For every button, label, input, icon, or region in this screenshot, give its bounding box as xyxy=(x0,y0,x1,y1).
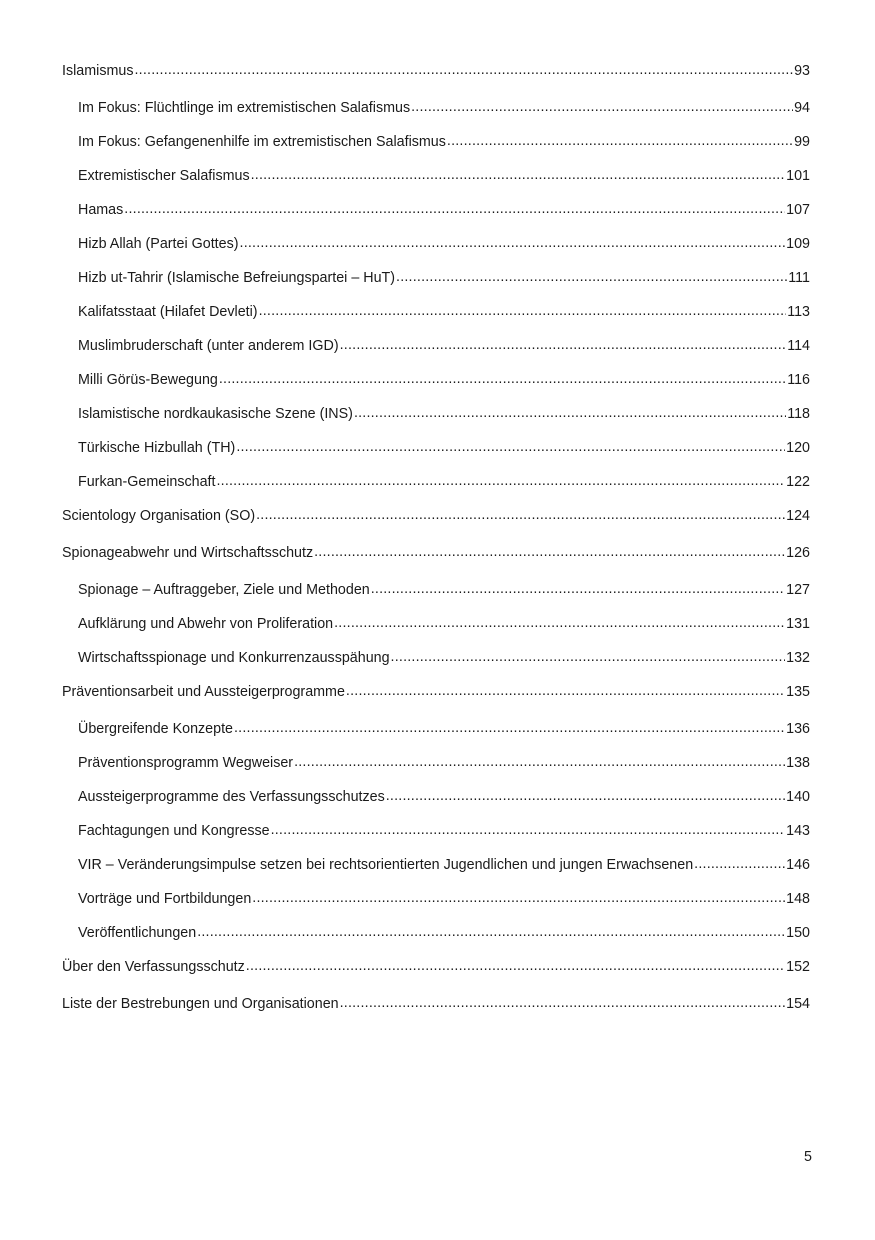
toc-entry-page-number: 120 xyxy=(786,440,810,456)
toc-dot-leader xyxy=(240,234,786,252)
toc-entry-page-number: 101 xyxy=(786,168,810,184)
toc-entry-page-number: 116 xyxy=(787,372,810,388)
toc-dot-leader xyxy=(340,336,787,354)
toc-entry-title: Präventionsprogramm Wegweiser xyxy=(78,755,294,771)
toc-subsection-entry[interactable] xyxy=(62,337,810,355)
toc-subsection-entry[interactable] xyxy=(62,99,810,117)
toc-dot-leader xyxy=(236,438,785,456)
toc-entry-page-number: 93 xyxy=(794,63,810,79)
toc-subsection-entry[interactable] xyxy=(62,133,810,151)
toc-entry-title: Wirtschaftsspionage und Konkurrenzausspähung xyxy=(78,650,390,666)
toc-dot-leader xyxy=(219,370,786,388)
toc-dot-leader xyxy=(371,580,785,598)
toc-dot-leader xyxy=(340,994,786,1012)
toc-subsection-entry[interactable] xyxy=(62,924,810,942)
toc-subsection-entry[interactable] xyxy=(62,649,810,667)
toc-dot-leader xyxy=(314,543,785,561)
toc-entry-title: Spionage – Auftraggeber, Ziele und Methoden xyxy=(78,582,370,598)
toc-dot-leader xyxy=(334,614,785,632)
toc-dot-leader xyxy=(234,719,785,737)
toc-entry-title: Veröffentlichungen xyxy=(78,925,197,941)
toc-subsection-entry[interactable] xyxy=(62,303,810,321)
toc-dot-leader xyxy=(411,98,793,116)
toc-entry-title: Präventionsarbeit und Aussteigerprogramme xyxy=(62,684,345,700)
toc-entry-page-number: 152 xyxy=(786,959,810,975)
toc-section-entry[interactable] xyxy=(62,683,810,701)
toc-dot-leader xyxy=(391,648,786,666)
toc-dot-leader xyxy=(447,132,793,150)
toc-entry-title: Muslimbruderschaft (unter anderem IGD) xyxy=(78,338,339,354)
toc-subsection-entry[interactable] xyxy=(62,720,810,738)
toc-dot-leader xyxy=(135,61,794,79)
toc-entry-page-number: 132 xyxy=(786,650,810,666)
toc-dot-leader xyxy=(251,166,786,184)
toc-entry-title: Hizb Allah (Partei Gottes) xyxy=(78,236,239,252)
toc-dot-leader xyxy=(346,682,785,700)
toc-dot-leader xyxy=(197,923,785,941)
toc-entry-page-number: 94 xyxy=(794,100,810,116)
toc-dot-leader xyxy=(271,821,786,839)
toc-entry-page-number: 140 xyxy=(786,789,810,805)
toc-subsection-entry[interactable] xyxy=(62,201,810,219)
toc-entry-page-number: 114 xyxy=(787,338,810,354)
toc-dot-leader xyxy=(294,753,785,771)
toc-entry-page-number: 107 xyxy=(786,202,810,218)
toc-entry-title: Hamas xyxy=(78,202,124,218)
toc-entry-title: Übergreifende Konzepte xyxy=(78,721,233,737)
toc-subsection-entry[interactable] xyxy=(62,269,810,287)
toc-entry-page-number: 138 xyxy=(786,755,810,771)
toc-dot-leader xyxy=(396,268,787,286)
toc-entry-title: Furkan-Gemeinschaft xyxy=(78,474,216,490)
toc-dot-leader xyxy=(256,506,785,524)
toc-dot-leader xyxy=(259,302,787,320)
toc-entry-title: Liste der Bestrebungen und Organisationen xyxy=(62,996,339,1012)
toc-subsection-entry[interactable] xyxy=(62,822,810,840)
toc-entry-page-number: 150 xyxy=(786,925,810,941)
toc-subsection-entry[interactable] xyxy=(62,754,810,772)
toc-subsection-entry[interactable] xyxy=(62,371,810,389)
toc-dot-leader xyxy=(216,472,785,490)
toc-entry-page-number: 154 xyxy=(786,996,810,1012)
toc-section-entry[interactable] xyxy=(62,544,810,562)
toc-subsection-entry[interactable] xyxy=(62,615,810,633)
toc-subsection-entry[interactable] xyxy=(62,581,810,599)
toc-dot-leader xyxy=(252,889,785,907)
toc-entry-page-number: 127 xyxy=(786,582,810,598)
toc-entry-page-number: 118 xyxy=(787,406,810,422)
toc-entry-page-number: 113 xyxy=(787,304,810,320)
toc-entry-title: Hizb ut-Tahrir (Islamische Befreiungspartei – HuT) xyxy=(78,270,396,286)
toc-subsection-entry[interactable] xyxy=(62,405,810,423)
toc-entry-title: VIR – Veränderungsimpulse setzen bei rechtsorientierten Jugendlichen und jungen Erwachsenen xyxy=(78,857,694,873)
toc-entry-title: Scientology Organisation (SO) xyxy=(62,508,256,524)
toc-entry-page-number: 124 xyxy=(786,508,810,524)
toc-subsection-entry[interactable] xyxy=(62,788,810,806)
toc-entry-page-number: 136 xyxy=(786,721,810,737)
toc-subsection-entry[interactable] xyxy=(62,439,810,457)
toc-entry-page-number: 111 xyxy=(788,270,810,286)
toc-entry-title: Kalifatsstaat (Hilafet Devleti) xyxy=(78,304,258,320)
toc-entry-title: Spionageabwehr und Wirtschaftsschutz xyxy=(62,545,314,561)
toc-dot-leader xyxy=(124,200,785,218)
toc-dot-leader xyxy=(246,957,785,975)
toc-entry-page-number: 143 xyxy=(786,823,810,839)
toc-entry-title: Aufklärung und Abwehr von Proliferation xyxy=(78,616,334,632)
toc-entry-page-number: 131 xyxy=(786,616,810,632)
table-of-contents xyxy=(62,62,810,1013)
toc-subsection-entry[interactable] xyxy=(62,856,810,874)
toc-entry-page-number: 109 xyxy=(786,236,810,252)
toc-subsection-entry[interactable] xyxy=(62,167,810,185)
toc-entry-page-number: 99 xyxy=(794,134,810,150)
toc-subsection-entry[interactable] xyxy=(62,473,810,491)
toc-entry-title: Vorträge und Fortbildungen xyxy=(78,891,252,907)
toc-section-entry[interactable] xyxy=(62,958,810,976)
toc-entry-page-number: 126 xyxy=(786,545,810,561)
toc-entry-title: Aussteigerprogramme des Verfassungsschutzes xyxy=(78,789,385,805)
toc-entry-title: Fachtagungen und Kongresse xyxy=(78,823,270,839)
toc-entry-title: Im Fokus: Flüchtlinge im extremistischen Salafismus xyxy=(78,100,411,116)
toc-entry-page-number: 122 xyxy=(786,474,810,490)
toc-dot-leader xyxy=(694,855,785,873)
toc-entry-title: Türkische Hizbullah (TH) xyxy=(78,440,236,456)
toc-entry-title: Islamismus xyxy=(62,63,134,79)
toc-entry-page-number: 135 xyxy=(786,684,810,700)
toc-entry-title: Milli Görüs-Bewegung xyxy=(78,372,218,388)
toc-subsection-entry[interactable] xyxy=(62,890,810,908)
toc-section-entry[interactable] xyxy=(62,507,810,525)
page-number: 5 xyxy=(804,1149,812,1165)
toc-entry-page-number: 146 xyxy=(786,857,810,873)
toc-entry-title: Im Fokus: Gefangenenhilfe im extremistischen Salafismus xyxy=(78,134,446,150)
toc-section-entry[interactable] xyxy=(62,62,810,80)
toc-entry-title: Extremistischer Salafismus xyxy=(78,168,250,184)
toc-entry-title: Über den Verfassungsschutz xyxy=(62,959,245,975)
toc-dot-leader xyxy=(354,404,786,422)
toc-subsection-entry[interactable] xyxy=(62,235,810,253)
toc-entry-title: Islamistische nordkaukasische Szene (INS) xyxy=(78,406,353,422)
toc-section-entry[interactable] xyxy=(62,995,810,1013)
toc-entry-page-number: 148 xyxy=(786,891,810,907)
toc-dot-leader xyxy=(386,787,785,805)
